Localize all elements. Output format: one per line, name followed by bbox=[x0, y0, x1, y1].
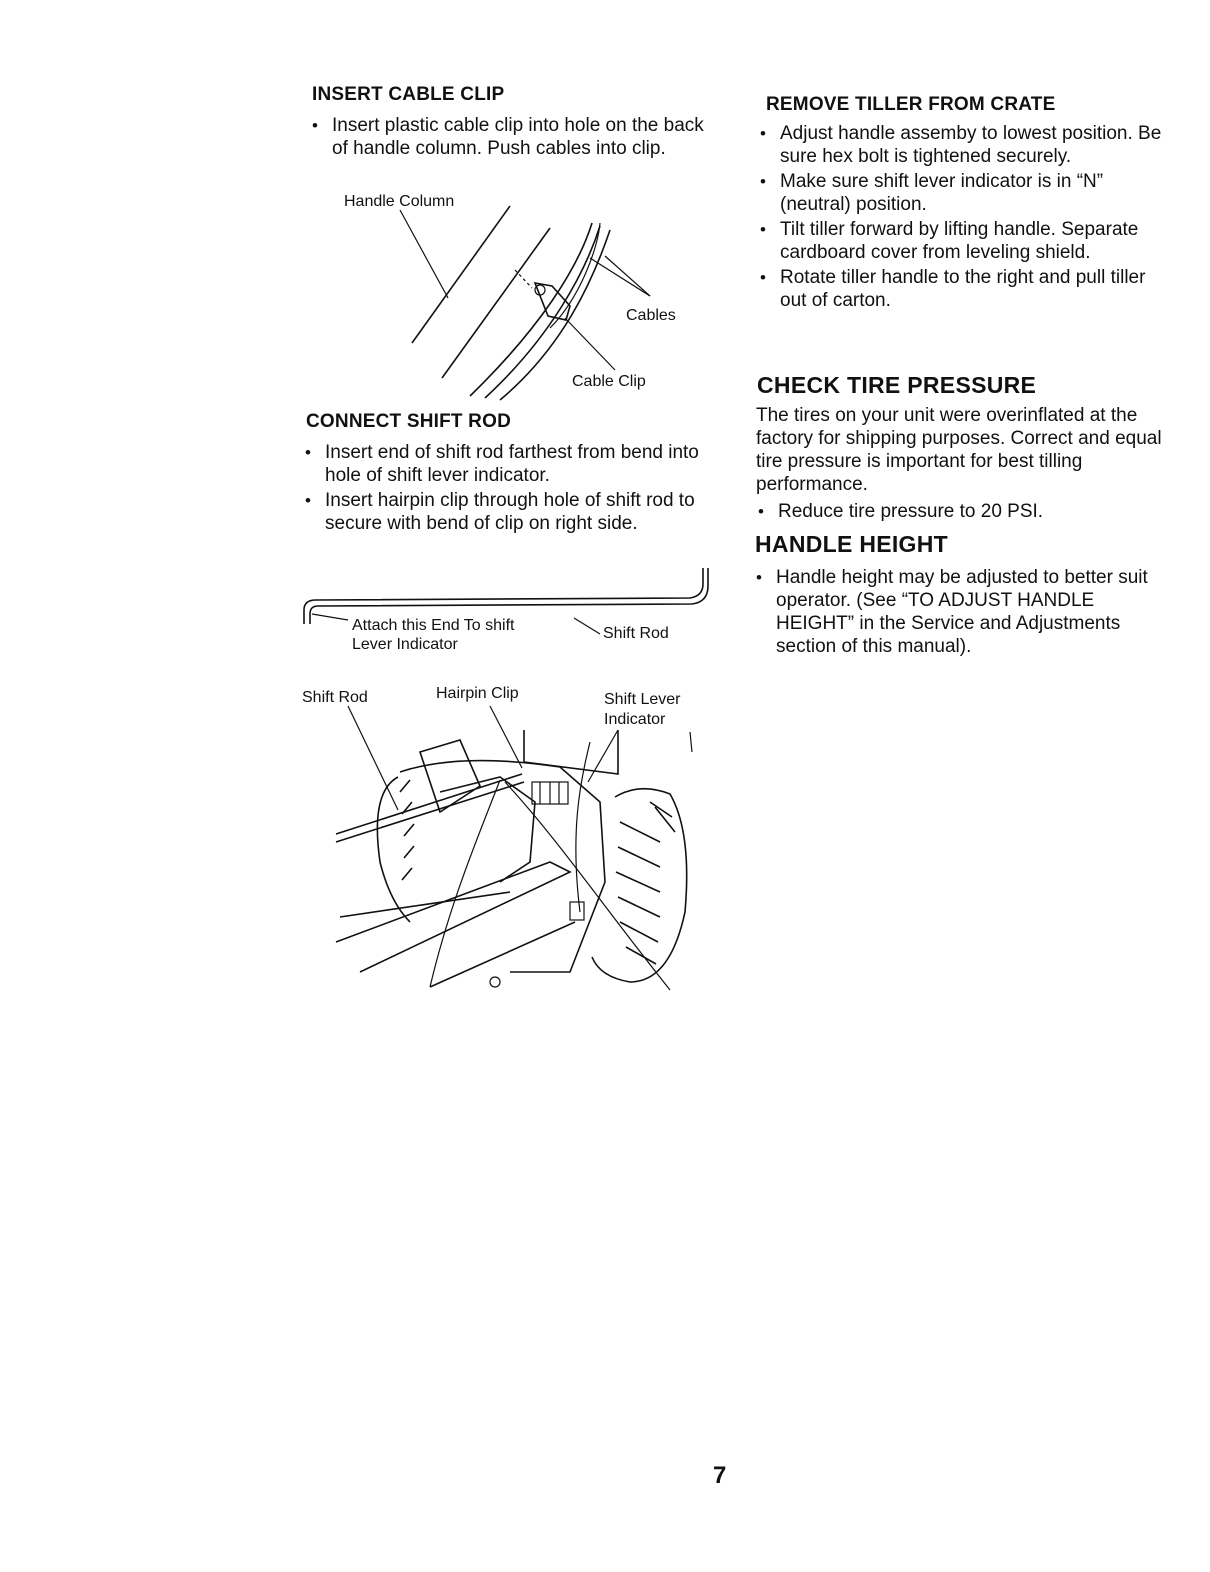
list-item: • Insert hairpin clip through hole of shift rod to secure with bend of clip on right side. bbox=[303, 489, 703, 535]
attach-end-label-line2: Lever Indicator bbox=[352, 636, 458, 653]
list-item: • Handle height may be adjusted to better suit operator. (See “TO ADJUST HANDLE HEIGHT” in the Service and Adjustments section of this manual). bbox=[754, 566, 1164, 658]
tire-pressure-steps bbox=[756, 500, 1166, 525]
list-item: • Adjust handle assemby to lowest position. Be sure hex bolt is tightened securely. bbox=[758, 122, 1168, 168]
hairpin-clip-label: Hairpin Clip bbox=[436, 685, 519, 702]
tiller-figure bbox=[300, 682, 710, 994]
tire-pressure-paragraph: The tires on your unit were overinflated at the factory for shipping purposes. Correct and equal tire pressure is important for best tilling performance. bbox=[756, 405, 1162, 495]
check-tire-pressure-heading: CHECK TIRE PRESSURE bbox=[757, 372, 1037, 398]
handle-height-heading: HANDLE HEIGHT bbox=[755, 531, 949, 557]
attach-end-label-line1: Attach this End To shift bbox=[352, 617, 515, 634]
shift-rod-steps bbox=[303, 441, 703, 537]
shift-rod-figure bbox=[298, 562, 718, 662]
list-item: • Reduce tire pressure to 20 PSI. bbox=[756, 500, 1166, 523]
page-number: 7 bbox=[713, 1462, 727, 1489]
remove-tiller-steps bbox=[758, 122, 1168, 314]
list-item: • Insert plastic cable clip into hole on the back of handle column. Push cables into clip. bbox=[310, 114, 710, 160]
cable-clip-label: Cable Clip bbox=[572, 373, 646, 390]
cable-clip-illustration bbox=[330, 188, 710, 403]
shift-lever-label-line2: Indicator bbox=[604, 711, 666, 728]
list-item: • Rotate tiller handle to the right and pull tiller out of carton. bbox=[758, 266, 1168, 312]
shift-rod-label: Shift Rod bbox=[603, 625, 669, 642]
list-item: • Insert end of shift rod farthest from bend into hole of shift lever indicator. bbox=[303, 441, 703, 487]
cable-clip-figure bbox=[330, 188, 710, 403]
list-item: • Make sure shift lever indicator is in “N” (neutral) position. bbox=[758, 170, 1168, 216]
handle-height-steps bbox=[754, 566, 1164, 660]
cable-clip-steps bbox=[310, 114, 710, 162]
cables-label: Cables bbox=[626, 307, 676, 324]
insert-cable-clip-heading: INSERT CABLE CLIP bbox=[312, 84, 505, 105]
list-item: • Tilt tiller forward by lifting handle. Separate cardboard cover from leveling shield. bbox=[758, 218, 1168, 264]
tiller-shift-rod-label: Shift Rod bbox=[302, 689, 368, 706]
handle-column-label: Handle Column bbox=[344, 193, 455, 210]
shift-lever-label-line1: Shift Lever bbox=[604, 691, 681, 708]
connect-shift-rod-heading: CONNECT SHIFT ROD bbox=[306, 411, 512, 432]
remove-tiller-heading: REMOVE TILLER FROM CRATE bbox=[766, 94, 1056, 115]
